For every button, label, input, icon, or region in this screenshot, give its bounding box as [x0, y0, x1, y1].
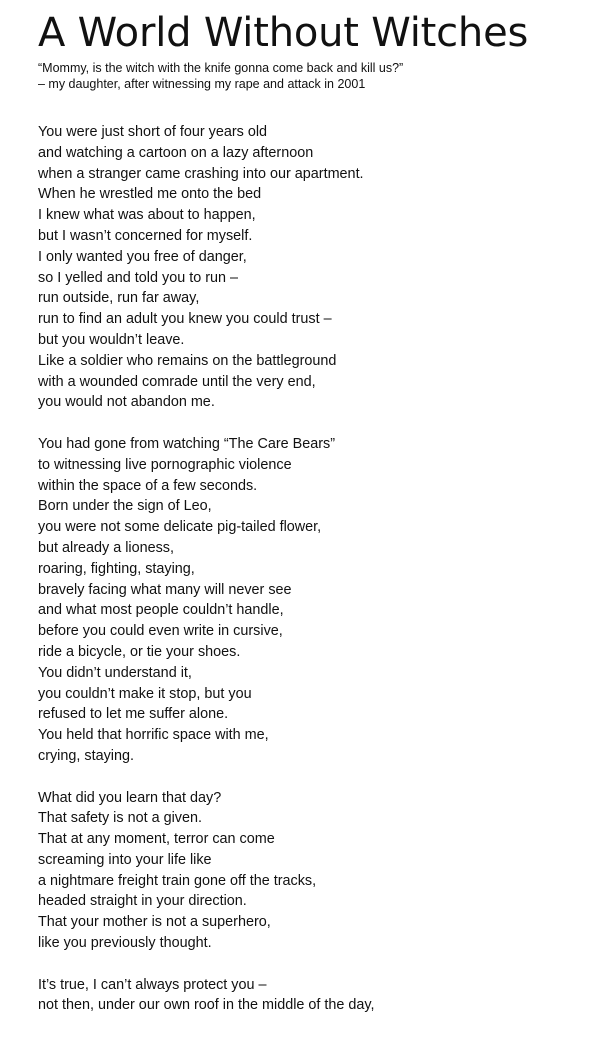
poem-title: A World Without Witches [38, 10, 529, 56]
poem-line: and watching a cartoon on a lazy afternoon [38, 144, 314, 161]
poem-line: you couldn’t make it stop, but you [38, 685, 252, 702]
poem-line: You didn’t understand it, [38, 664, 192, 681]
poem-line: That your mother is not a superhero, [38, 914, 271, 931]
poem-line: It’s true, I can’t always protect you – [38, 976, 267, 993]
poem-line: You had gone from watching “The Care Bears” [38, 435, 336, 452]
poem-line: I knew what was about to happen, [38, 207, 256, 224]
poem-line: but you wouldn’t leave. [38, 331, 185, 348]
poem-line: like you previously thought. [38, 935, 212, 952]
poem-line: run outside, run far away, [38, 290, 200, 307]
epigraph-attribution: – my daughter, after witnessing my rape and attack in 2001 [38, 77, 366, 91]
poem-line: That at any moment, terror can come [38, 831, 275, 848]
stanza [38, 788, 375, 954]
poem-line: I only wanted you free of danger, [38, 248, 247, 265]
poem-line: That safety is not a given. [38, 810, 202, 827]
poem-line: before you could even write in cursive, [38, 623, 283, 640]
stanza [38, 122, 375, 413]
poem-line: ride a bicycle, or tie your shoes. [38, 643, 241, 660]
poem-line: but already a lioness, [38, 539, 174, 556]
poem-line: You were just short of four years old [38, 124, 268, 140]
poem-line: but I wasn’t concerned for myself. [38, 227, 253, 244]
poem-body [38, 122, 375, 1037]
poem-line: within the space of a few seconds. [38, 477, 258, 494]
poem-line: so I yelled and told you to run – [38, 269, 239, 286]
poem-line: What did you learn that day? [38, 789, 222, 806]
stanza [38, 975, 375, 1017]
poem-line: bravely facing what many will never see [38, 581, 292, 598]
epigraph [38, 60, 403, 92]
poem-line: roaring, fighting, staying, [38, 560, 195, 577]
poem-line: and what most people couldn’t handle, [38, 602, 284, 619]
epigraph-quote: “Mommy, is the witch with the knife gonna come back and kill us?” [38, 61, 404, 75]
poem-line: a nightmare freight train gone off the tracks, [38, 872, 317, 889]
poem-line: run to find an adult you knew you could trust – [38, 311, 332, 328]
poem-line: You held that horrific space with me, [38, 727, 269, 744]
poem-line: not then, under our own roof in the middle of the day, [38, 997, 375, 1014]
poem-line: with a wounded comrade until the very end, [38, 373, 316, 390]
poem-line: When he wrestled me onto the bed [38, 186, 262, 203]
poem-line: crying, staying. [38, 747, 134, 764]
poem-line: screaming into your life like [38, 851, 212, 868]
poem-line: to witnessing live pornographic violence [38, 456, 292, 473]
stanza [38, 434, 375, 767]
poem-line: you were not some delicate pig-tailed flower, [38, 519, 322, 536]
poem-line: headed straight in your direction. [38, 893, 247, 910]
poem-line: refused to let me suffer alone. [38, 706, 229, 723]
poem-line: when a stranger came crashing into our apartment. [38, 165, 364, 182]
poem-line: Born under the sign of Leo, [38, 498, 212, 515]
poem-line: Like a soldier who remains on the battleground [38, 352, 337, 369]
poem-line: you would not abandon me. [38, 394, 215, 411]
